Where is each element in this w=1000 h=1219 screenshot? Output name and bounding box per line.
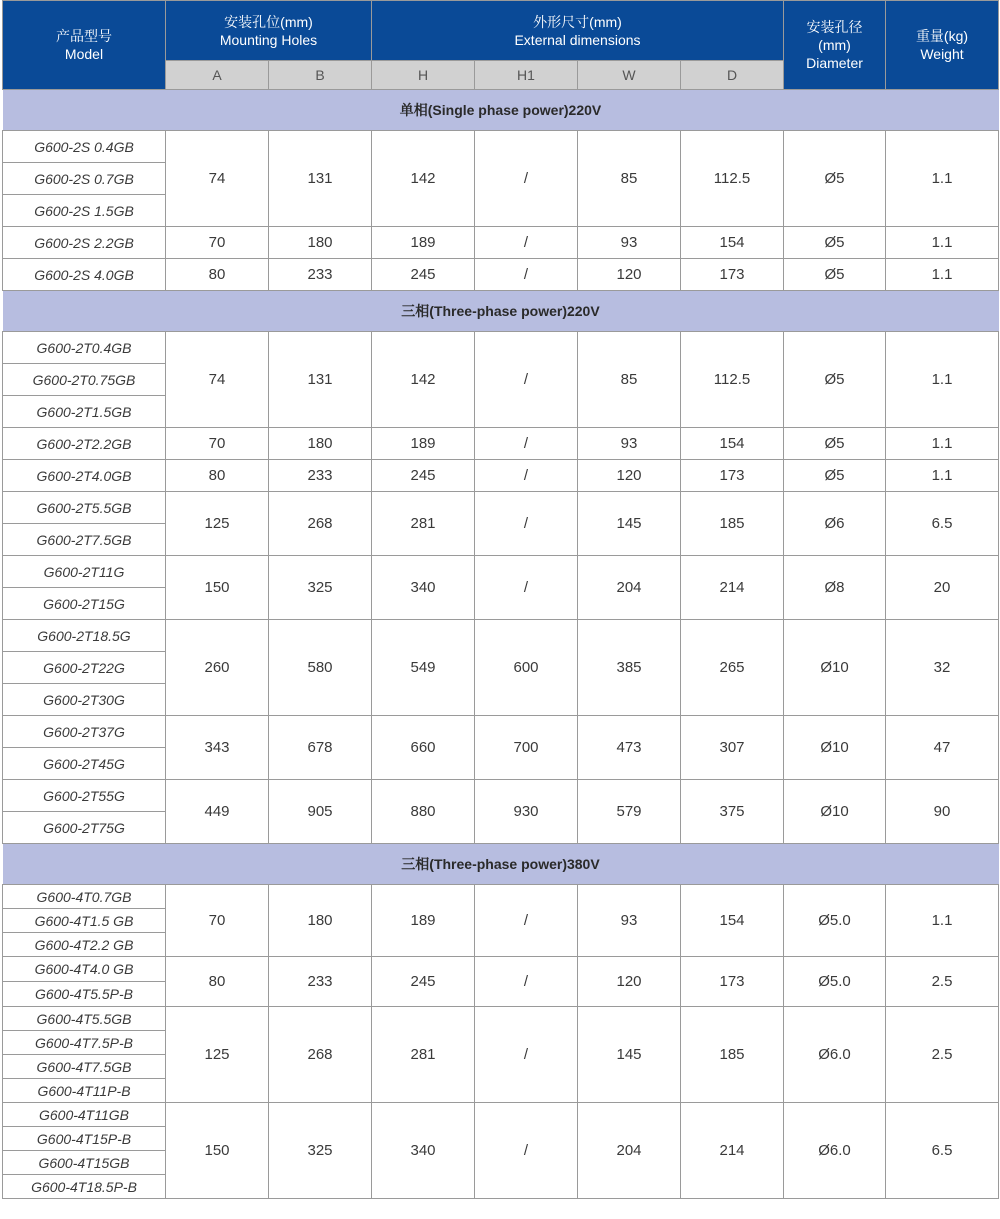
weight-cell: 1.1 bbox=[886, 131, 999, 227]
b-cell: 905 bbox=[269, 780, 372, 844]
table-row bbox=[3, 885, 999, 909]
h-cell: 340 bbox=[372, 1103, 475, 1199]
spec-table-body bbox=[3, 90, 999, 1199]
table-row bbox=[3, 957, 999, 982]
h-cell: 245 bbox=[372, 460, 475, 492]
b-cell: 325 bbox=[269, 556, 372, 620]
d-cell: 214 bbox=[681, 556, 784, 620]
model-cell: G600-2T1.5GB bbox=[3, 396, 166, 428]
b-cell: 580 bbox=[269, 620, 372, 716]
model-cell: G600-4T11GB bbox=[3, 1103, 166, 1127]
w-cell: 204 bbox=[578, 556, 681, 620]
h-cell: 245 bbox=[372, 259, 475, 291]
h-cell: 281 bbox=[372, 492, 475, 556]
model-cell: G600-2S 2.2GB bbox=[3, 227, 166, 259]
weight-cell: 1.1 bbox=[886, 259, 999, 291]
b-cell: 180 bbox=[269, 428, 372, 460]
d-cell: 185 bbox=[681, 492, 784, 556]
weight-cell: 1.1 bbox=[886, 227, 999, 259]
weight-cell: 1.1 bbox=[886, 885, 999, 957]
header-diam-mm: (mm) bbox=[818, 37, 851, 53]
b-cell: 268 bbox=[269, 492, 372, 556]
model-cell: G600-2S 0.7GB bbox=[3, 163, 166, 195]
model-cell: G600-2T22G bbox=[3, 652, 166, 684]
header-weight bbox=[886, 1, 999, 90]
h-cell: 549 bbox=[372, 620, 475, 716]
h-cell: 245 bbox=[372, 957, 475, 1007]
model-cell: G600-2T15G bbox=[3, 588, 166, 620]
weight-cell: 6.5 bbox=[886, 492, 999, 556]
table-row bbox=[3, 716, 999, 748]
h1-cell: / bbox=[475, 492, 578, 556]
diameter-cell: Ø6.0 bbox=[784, 1007, 886, 1103]
w-cell: 145 bbox=[578, 1007, 681, 1103]
w-cell: 145 bbox=[578, 492, 681, 556]
diameter-cell: Ø5 bbox=[784, 428, 886, 460]
d-cell: 173 bbox=[681, 259, 784, 291]
section-row bbox=[3, 844, 999, 885]
header-model bbox=[3, 1, 166, 90]
diameter-cell: Ø5 bbox=[784, 332, 886, 428]
h-cell: 142 bbox=[372, 332, 475, 428]
d-cell: 185 bbox=[681, 1007, 784, 1103]
b-cell: 268 bbox=[269, 1007, 372, 1103]
h-cell: 142 bbox=[372, 131, 475, 227]
h-cell: 189 bbox=[372, 885, 475, 957]
table-row bbox=[3, 1103, 999, 1127]
model-cell: G600-4T7.5P-B bbox=[3, 1031, 166, 1055]
header-model-cn: 产品型号 bbox=[56, 28, 112, 44]
a-cell: 150 bbox=[166, 1103, 269, 1199]
weight-cell: 90 bbox=[886, 780, 999, 844]
d-cell: 112.5 bbox=[681, 332, 784, 428]
h-cell: 340 bbox=[372, 556, 475, 620]
header-external-dimensions bbox=[372, 1, 784, 61]
table-row bbox=[3, 332, 999, 364]
b-cell: 325 bbox=[269, 1103, 372, 1199]
table-row bbox=[3, 492, 999, 524]
diameter-cell: Ø10 bbox=[784, 780, 886, 844]
model-cell: G600-4T5.5GB bbox=[3, 1007, 166, 1031]
diameter-cell: Ø5.0 bbox=[784, 957, 886, 1007]
diameter-cell: Ø5 bbox=[784, 259, 886, 291]
h1-cell: / bbox=[475, 556, 578, 620]
diameter-cell: Ø5.0 bbox=[784, 885, 886, 957]
subheader-h: H bbox=[372, 61, 475, 90]
b-cell: 233 bbox=[269, 957, 372, 1007]
model-cell: G600-4T11P-B bbox=[3, 1079, 166, 1103]
diameter-cell: Ø5 bbox=[784, 227, 886, 259]
a-cell: 80 bbox=[166, 259, 269, 291]
header-model-en: Model bbox=[64, 46, 104, 62]
header-dims-en: External dimensions bbox=[514, 31, 641, 48]
subheader-b: B bbox=[269, 61, 372, 90]
section-row bbox=[3, 291, 999, 332]
h-cell: 880 bbox=[372, 780, 475, 844]
a-cell: 80 bbox=[166, 460, 269, 492]
section-title: 单相(Single phase power)220V bbox=[3, 90, 999, 131]
weight-cell: 47 bbox=[886, 716, 999, 780]
table-row bbox=[3, 227, 999, 259]
h1-cell: / bbox=[475, 460, 578, 492]
table-row bbox=[3, 780, 999, 812]
model-cell: G600-4T18.5P-B bbox=[3, 1175, 166, 1199]
model-cell: G600-2T2.2GB bbox=[3, 428, 166, 460]
model-cell: G600-2T30G bbox=[3, 684, 166, 716]
section-title: 三相(Three-phase power)220V bbox=[3, 291, 999, 332]
table-row bbox=[3, 1007, 999, 1031]
w-cell: 579 bbox=[578, 780, 681, 844]
a-cell: 343 bbox=[166, 716, 269, 780]
table-row bbox=[3, 460, 999, 492]
w-cell: 93 bbox=[578, 428, 681, 460]
d-cell: 154 bbox=[681, 428, 784, 460]
h1-cell: / bbox=[475, 428, 578, 460]
w-cell: 120 bbox=[578, 259, 681, 291]
header-diam-en: Diameter bbox=[806, 55, 863, 71]
b-cell: 131 bbox=[269, 131, 372, 227]
d-cell: 307 bbox=[681, 716, 784, 780]
model-cell: G600-2T0.4GB bbox=[3, 332, 166, 364]
h1-cell: / bbox=[475, 131, 578, 227]
b-cell: 180 bbox=[269, 227, 372, 259]
diameter-cell: Ø10 bbox=[784, 716, 886, 780]
b-cell: 233 bbox=[269, 460, 372, 492]
weight-cell: 1.1 bbox=[886, 428, 999, 460]
a-cell: 70 bbox=[166, 885, 269, 957]
w-cell: 473 bbox=[578, 716, 681, 780]
diameter-cell: Ø5 bbox=[784, 131, 886, 227]
weight-cell: 2.5 bbox=[886, 1007, 999, 1103]
w-cell: 85 bbox=[578, 332, 681, 428]
a-cell: 70 bbox=[166, 428, 269, 460]
model-cell: G600-4T4.0 GB bbox=[3, 957, 166, 982]
w-cell: 120 bbox=[578, 957, 681, 1007]
model-cell: G600-4T15GB bbox=[3, 1151, 166, 1175]
h1-cell: 700 bbox=[475, 716, 578, 780]
d-cell: 112.5 bbox=[681, 131, 784, 227]
w-cell: 85 bbox=[578, 131, 681, 227]
header-holes-en: Mounting Holes bbox=[219, 31, 318, 48]
model-cell: G600-2T5.5GB bbox=[3, 492, 166, 524]
model-cell: G600-4T1.5 GB bbox=[3, 909, 166, 933]
section-title: 三相(Three-phase power)380V bbox=[3, 844, 999, 885]
model-cell: G600-2T11G bbox=[3, 556, 166, 588]
a-cell: 74 bbox=[166, 131, 269, 227]
d-cell: 173 bbox=[681, 957, 784, 1007]
w-cell: 204 bbox=[578, 1103, 681, 1199]
model-cell: G600-2S 1.5GB bbox=[3, 195, 166, 227]
subheader-h1: H1 bbox=[475, 61, 578, 90]
w-cell: 93 bbox=[578, 227, 681, 259]
h-cell: 281 bbox=[372, 1007, 475, 1103]
model-cell: G600-4T0.7GB bbox=[3, 885, 166, 909]
header-holes-cn: 安装孔位(mm) bbox=[224, 13, 313, 30]
table-row bbox=[3, 556, 999, 588]
a-cell: 449 bbox=[166, 780, 269, 844]
table-row bbox=[3, 620, 999, 652]
model-cell: G600-2T37G bbox=[3, 716, 166, 748]
model-cell: G600-2T45G bbox=[3, 748, 166, 780]
model-cell: G600-4T15P-B bbox=[3, 1127, 166, 1151]
section-row bbox=[3, 90, 999, 131]
d-cell: 173 bbox=[681, 460, 784, 492]
model-cell: G600-2T55G bbox=[3, 780, 166, 812]
subheader-a: A bbox=[166, 61, 269, 90]
h1-cell: / bbox=[475, 885, 578, 957]
model-cell: G600-2T75G bbox=[3, 812, 166, 844]
subheader-w: W bbox=[578, 61, 681, 90]
diameter-cell: Ø10 bbox=[784, 620, 886, 716]
h-cell: 660 bbox=[372, 716, 475, 780]
model-cell: G600-2T7.5GB bbox=[3, 524, 166, 556]
w-cell: 93 bbox=[578, 885, 681, 957]
h1-cell: / bbox=[475, 259, 578, 291]
h1-cell: / bbox=[475, 1103, 578, 1199]
header-weight-cn: 重量(kg) bbox=[915, 28, 969, 44]
subheader-d: D bbox=[681, 61, 784, 90]
a-cell: 70 bbox=[166, 227, 269, 259]
a-cell: 125 bbox=[166, 1007, 269, 1103]
model-cell: G600-4T2.2 GB bbox=[3, 933, 166, 957]
diameter-cell: Ø5 bbox=[784, 460, 886, 492]
weight-cell: 2.5 bbox=[886, 957, 999, 1007]
header-diam-cn: 安装孔径 bbox=[806, 19, 863, 35]
diameter-cell: Ø6 bbox=[784, 492, 886, 556]
model-cell: G600-2T0.75GB bbox=[3, 364, 166, 396]
header-dims-cn: 外形尺寸(mm) bbox=[533, 13, 622, 30]
weight-cell: 1.1 bbox=[886, 332, 999, 428]
d-cell: 154 bbox=[681, 885, 784, 957]
model-cell: G600-2T18.5G bbox=[3, 620, 166, 652]
w-cell: 120 bbox=[578, 460, 681, 492]
weight-cell: 6.5 bbox=[886, 1103, 999, 1199]
a-cell: 80 bbox=[166, 957, 269, 1007]
header-diameter bbox=[784, 1, 886, 90]
model-cell: G600-4T7.5GB bbox=[3, 1055, 166, 1079]
model-cell: G600-2S 0.4GB bbox=[3, 131, 166, 163]
b-cell: 180 bbox=[269, 885, 372, 957]
b-cell: 233 bbox=[269, 259, 372, 291]
header-weight-en: Weight bbox=[920, 46, 964, 62]
h1-cell: / bbox=[475, 1007, 578, 1103]
h1-cell: 930 bbox=[475, 780, 578, 844]
table-row bbox=[3, 259, 999, 291]
b-cell: 678 bbox=[269, 716, 372, 780]
spec-table bbox=[2, 0, 999, 1199]
a-cell: 150 bbox=[166, 556, 269, 620]
weight-cell: 1.1 bbox=[886, 460, 999, 492]
table-row bbox=[3, 131, 999, 163]
h-cell: 189 bbox=[372, 428, 475, 460]
diameter-cell: Ø8 bbox=[784, 556, 886, 620]
table-row bbox=[3, 428, 999, 460]
header-mounting-holes bbox=[166, 1, 372, 61]
weight-cell: 32 bbox=[886, 620, 999, 716]
b-cell: 131 bbox=[269, 332, 372, 428]
d-cell: 375 bbox=[681, 780, 784, 844]
h1-cell: / bbox=[475, 332, 578, 428]
a-cell: 125 bbox=[166, 492, 269, 556]
a-cell: 74 bbox=[166, 332, 269, 428]
weight-cell: 20 bbox=[886, 556, 999, 620]
model-cell: G600-2S 4.0GB bbox=[3, 259, 166, 291]
d-cell: 214 bbox=[681, 1103, 784, 1199]
d-cell: 154 bbox=[681, 227, 784, 259]
diameter-cell: Ø6.0 bbox=[784, 1103, 886, 1199]
h-cell: 189 bbox=[372, 227, 475, 259]
d-cell: 265 bbox=[681, 620, 784, 716]
a-cell: 260 bbox=[166, 620, 269, 716]
h1-cell: / bbox=[475, 957, 578, 1007]
w-cell: 385 bbox=[578, 620, 681, 716]
h1-cell: 600 bbox=[475, 620, 578, 716]
h1-cell: / bbox=[475, 227, 578, 259]
model-cell: G600-2T4.0GB bbox=[3, 460, 166, 492]
model-cell: G600-4T5.5P-B bbox=[3, 982, 166, 1007]
